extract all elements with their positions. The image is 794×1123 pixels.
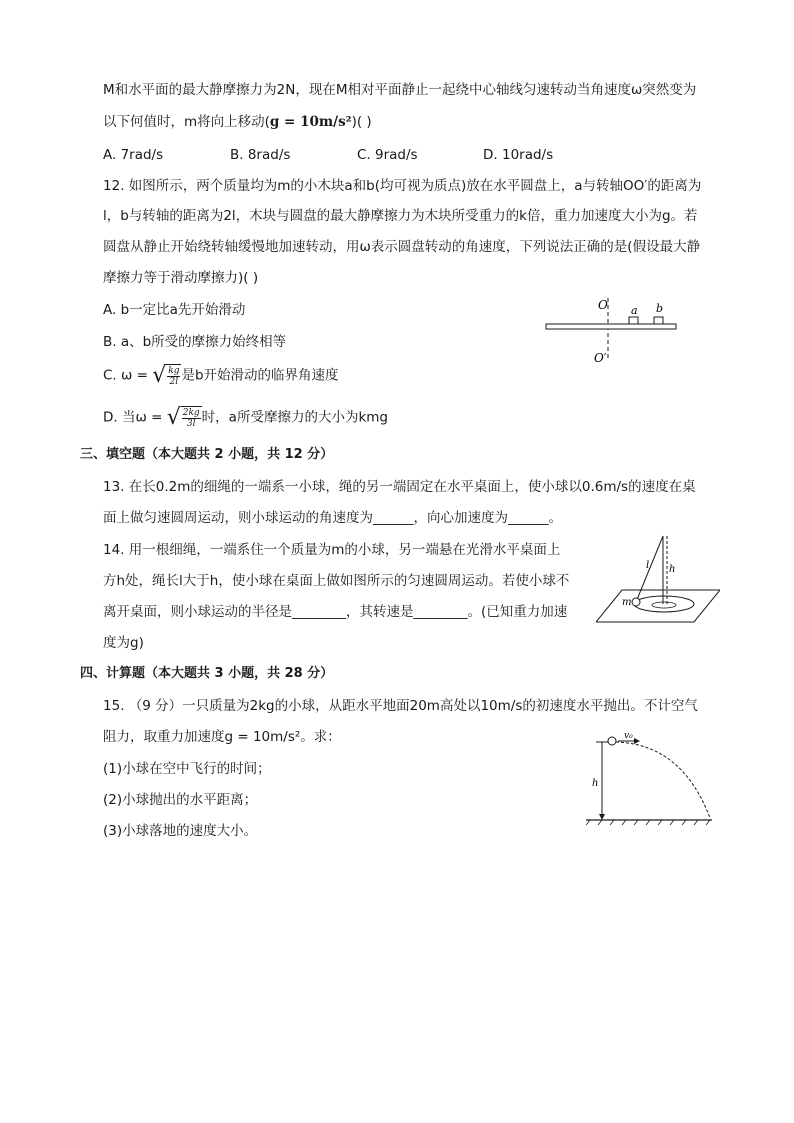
q14-line4: 度为g): [103, 635, 144, 651]
q15-fig-ground-hatch: [586, 820, 710, 825]
q12-fig-block-b: [654, 317, 663, 324]
q12-fig-label-b: b: [656, 302, 664, 315]
q11-line2: [103, 112, 372, 132]
q11-line2-b: m将向上移动(: [184, 114, 270, 130]
q12-line3: 圆盘从静止开始绕转轴缓慢地加速转动，用ω表示圆盘转动的角速度，下列说法正确的是(假设最大静: [103, 239, 701, 255]
q12-option-c: [103, 364, 339, 387]
q15-fig-trajectory: [616, 742, 710, 818]
q12-option-c-den: 2l: [169, 377, 179, 387]
q14-line2: 方h处，绳长l大于h，使小球在桌面上做如图所示的匀速圆周运动。若使小球不: [103, 573, 570, 589]
q13-line1: 13. 在长0.2m的细绳的一端系一小球，绳的另一端固定在水平桌面上，使小球以0.6m/s的速度在桌: [103, 479, 696, 495]
q12-option-d: [103, 406, 388, 429]
q12-option-d-den: 3l: [186, 419, 196, 429]
q12-option-d-pre: D. 当ω =: [103, 409, 163, 426]
q14-fig-ball: [632, 598, 640, 606]
q12-disk-figure: [540, 290, 680, 370]
q15-line2: 阻力，取重力加速度g = 10m/s²。求：: [103, 729, 341, 745]
q15-fig-height-arrow: [599, 814, 605, 820]
q12-line2: l，b与转轴的距离为2l，木块与圆盘的最大静摩擦力为木块所受重力的k倍，重力加速度大小为g。若: [103, 208, 698, 224]
q14-fig-table: [596, 590, 720, 622]
q11-option-c: C. 9rad/s: [357, 147, 418, 163]
q12-option-c-pre: C. ω =: [103, 367, 148, 384]
q11-gravity-eq: g = 10m/s²: [269, 114, 352, 130]
q15-fig-ball: [608, 737, 616, 745]
q15-projectile-figure: [582, 728, 716, 828]
q12-option-c-num: kg: [168, 366, 180, 376]
q12-fig-label-O: O: [598, 298, 608, 312]
q12-line1: 12. 如图所示，两个质量均为m的小木块a和b(均可视为质点)放在水平圆盘上，a与转轴OO′的距离为: [103, 178, 702, 194]
q12-option-a: A. b一定比a先开始滑动: [103, 302, 246, 318]
q15-fig-label-h: h: [592, 778, 599, 789]
q12-option-d-post: 时，a所受摩擦力的大小为kmg: [201, 409, 388, 426]
q13-line2: 面上做匀速圆周运动，则小球运动的角速度为______，向心加速度为______。: [103, 510, 562, 526]
q11-line2-c: )( ): [351, 114, 372, 130]
q12-option-d-sqrt: √ $\frac{2kg}{3l}$: [166, 404, 200, 430]
section-4-title: 四、计算题（本大题共 3 小题，共 28 分）: [80, 666, 334, 681]
q14-fig-label-h: h: [669, 564, 676, 575]
q12-option-b: B. a、b所受的摩擦力始终相等: [103, 334, 287, 350]
q11-line1: M和水平面的最大静摩擦力为2N，现在M相对平面静止一起绕中心轴线匀速转动当角速度ω突然变为: [103, 82, 697, 98]
q15-fig-label-v0: v₀: [624, 731, 633, 741]
q15-fig-velocity-arrowhead: [634, 738, 640, 744]
q14-fig-label-m: m: [622, 597, 632, 608]
q11-option-a: A. 7rad/s: [103, 147, 164, 163]
q15-sub1: (1)小球在空中飞行的时间；: [103, 761, 271, 777]
q12-option-d-num: 2kg: [182, 408, 200, 418]
q14-line3: 离开桌面，则小球运动的半径是________，其转速是________。(已知重力加速: [103, 604, 568, 620]
section-3-title: 三、填空题（本大题共 2 小题，共 12 分）: [80, 447, 334, 462]
q12-option-c-post: 是b开始滑动的临界角速度: [181, 367, 339, 384]
q14-line1: 14. 用一根细绳，一端系住一个质量为m的小球，另一端悬在光滑水平桌面上: [103, 542, 561, 558]
q11-option-b: B. 8rad/s: [230, 147, 291, 163]
q12-fig-disk: [546, 324, 676, 329]
q11-line2-a: 以下何值时，: [103, 114, 184, 130]
q14-pendulum-figure: [596, 532, 720, 624]
q12-fig-label-a: a: [631, 304, 638, 317]
q14-fig-label-l: l: [646, 560, 650, 571]
q12-fig-block-a: [629, 317, 638, 324]
q12-option-c-sqrt: √ $\frac{kg}{2l}$: [152, 362, 180, 388]
q11-option-d: D. 10rad/s: [483, 147, 554, 163]
q15-sub3: (3)小球落地的速度大小。: [103, 823, 258, 839]
q15-sub2: (2)小球抛出的水平距离；: [103, 792, 258, 808]
q15-line1: 15. （9 分）一只质量为2kg的小球，从距水平地面20m高处以10m/s的初速度水平抛出。不计空气: [103, 698, 698, 714]
q12-line4: 摩擦力等于滑动摩擦力)( ): [103, 270, 259, 286]
q12-fig-label-O2: O′: [594, 351, 607, 365]
